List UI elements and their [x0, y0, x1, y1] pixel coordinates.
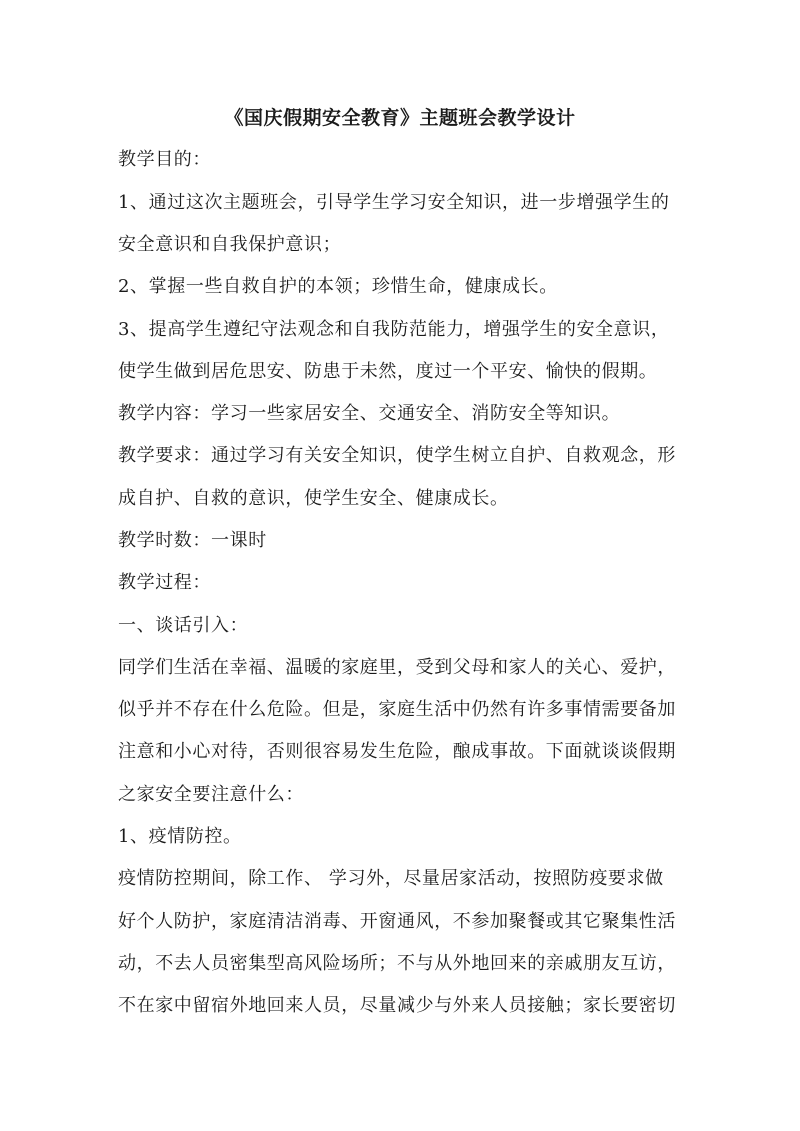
text-line-intro-2: 似乎并不存在什么危险。但是，家庭生活中仍然有许多事情需要备加: [118, 699, 676, 720]
text-line-epidemic-1: 疫情防控期间，除工作、 学习外，尽量居家活动，按照防疫要求做: [118, 868, 664, 889]
text-line-objective-2: 2、掌握一些自救自护的本领；珍惜生命，健康成长。: [118, 276, 558, 297]
text-line-intro-4: 之家安全要注意什么：: [118, 784, 304, 805]
text-line-objectives-heading: 教学目的：: [118, 149, 211, 170]
text-line-process-heading: 教学过程：: [118, 572, 211, 593]
text-line-intro-3: 注意和小心对待，否则很容易发生危险，酿成事故。下面就谈谈假期: [118, 741, 676, 762]
text-line-requirements-a: 教学要求：通过学习有关安全知识，使学生树立自护、自救观念，形: [118, 445, 676, 466]
text-line-objective-1a: 1、通过这次主题班会，引导学生学习安全知识，进一步增强学生的: [118, 192, 670, 213]
text-line-hours: 教学时数：一课时: [118, 530, 267, 551]
document-title: 《国庆假期安全教育》主题班会教学设计: [224, 107, 576, 129]
text-line-content: 教学内容：学习一些家居安全、交通安全、消防安全等知识。: [118, 403, 621, 424]
text-line-epidemic-4: 不在家中留宿外地回来人员，尽量减少与外来人员接触；家长要密切: [118, 995, 676, 1016]
text-line-requirements-b: 成自护、自救的意识，使学生安全、健康成长。: [118, 488, 509, 509]
text-line-epidemic-3: 动，不去人员密集型高风险场所；不与从外地回来的亲戚朋友互访，: [118, 953, 676, 974]
text-line-intro-1: 同学们生活在幸福、温暖的家庭里，受到父母和家人的关心、爱护，: [118, 657, 676, 678]
text-line-objective-3b: 使学生做到居危思安、防患于未然，度过一个平安、愉快的假期。: [118, 361, 658, 382]
text-line-epidemic-2: 好个人防护，家庭清洁消毒、开窗通风，不参加聚餐或其它聚集性活: [118, 911, 676, 932]
text-line-objective-3a: 3、提高学生遵纪守法观念和自我防范能力，增强学生的安全意识，: [118, 319, 670, 340]
text-line-objective-1b: 安全意识和自我保护意识；: [118, 234, 342, 255]
text-line-section-intro: 一、谈话引入：: [118, 615, 249, 636]
text-line-epidemic-heading: 1、疫情防控。: [118, 826, 242, 847]
